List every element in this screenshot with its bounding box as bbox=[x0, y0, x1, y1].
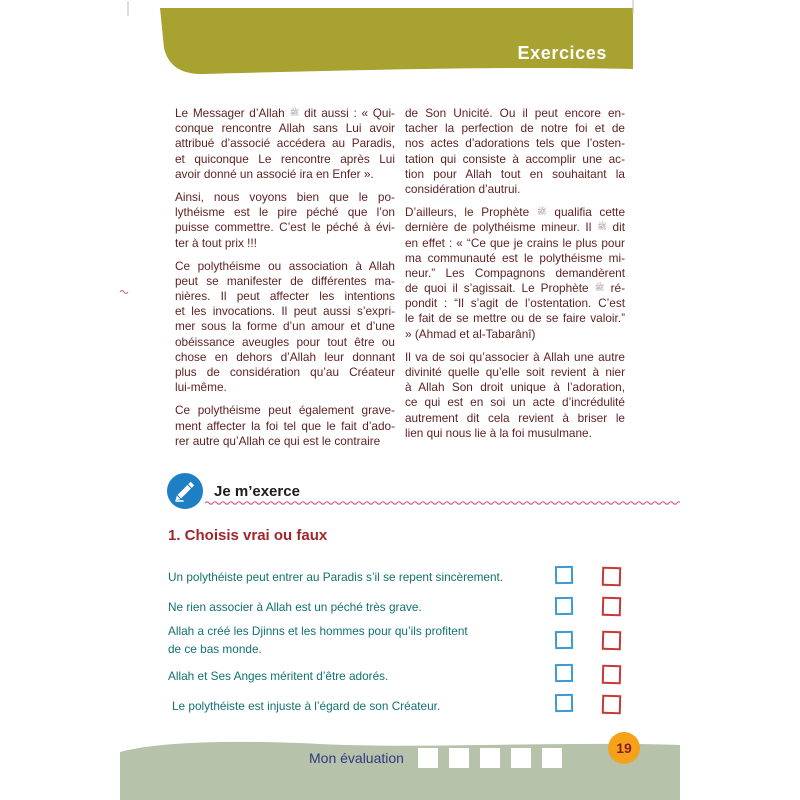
paragraph bbox=[405, 106, 625, 197]
statement-text: Ne rien associer à Allah est un péché très grave. bbox=[168, 600, 422, 614]
paragraph bbox=[405, 350, 625, 441]
text-line: plus de considération qu’au Créateur bbox=[175, 365, 395, 379]
text-line: chose en dehors d’Allah leur donnant bbox=[175, 349, 395, 364]
statement-text: Le polythéiste est injuste à l’égard de son Créateur. bbox=[172, 699, 441, 713]
text-line: pondit : “Il s’agit de l’ostentation. C’est bbox=[405, 296, 625, 311]
text-line: peut se manifester de différentes ma- bbox=[175, 273, 395, 288]
text-line: tacher la perfection de notre foi et de bbox=[405, 121, 625, 136]
text-line: et les invocations. Il peut aussi s’expri- bbox=[175, 304, 395, 319]
text-column-left bbox=[175, 106, 395, 457]
text-line: considération d’autrui. bbox=[405, 181, 521, 196]
text-line: Le Messager d’Allah ﷺ dit aussi : « Qui- bbox=[175, 106, 395, 120]
text-line: nos actes d’adorations tels que l’osten- bbox=[405, 136, 625, 151]
true-checkbox[interactable] bbox=[555, 566, 573, 584]
text-line: puisse commettre. C’est le péché à évi- bbox=[175, 220, 395, 235]
text-line: attribué d’associé accédera au Paradis, bbox=[175, 136, 395, 151]
salutation-glyph: ﷺ bbox=[536, 207, 547, 217]
text-line: ment affecter la foi tel que le fait d’ado- bbox=[175, 418, 395, 433]
evaluation-box bbox=[542, 748, 562, 768]
text-line: neur.” Les Compagnons demandèrent bbox=[405, 265, 625, 280]
text-column-right bbox=[405, 106, 625, 449]
statement-text: Allah et Ses Anges méritent d’être adorés. bbox=[168, 669, 389, 683]
statement-text: Un polythéiste peut entrer au Paradis s’il se repent sincèrement. bbox=[168, 570, 504, 584]
text-line: lien qui nous lie à la foi musulmane. bbox=[405, 425, 592, 440]
text-line: D’ailleurs, le Prophète ﷺ qualifia cette bbox=[405, 205, 625, 220]
true-checkbox[interactable] bbox=[555, 597, 573, 615]
paragraph bbox=[175, 106, 395, 182]
text-line: de Son Unicité. Ou il peut encore en- bbox=[405, 106, 625, 120]
text-line: Ce polythéisme peut également grave- bbox=[175, 403, 395, 418]
true-checkbox[interactable] bbox=[555, 664, 573, 682]
page-number: 19 bbox=[608, 732, 640, 764]
statement bbox=[168, 622, 468, 658]
paragraph bbox=[175, 259, 395, 396]
text-line: lythéisme est le pire péché que l’on bbox=[175, 205, 395, 220]
text-line: Ce polythéisme ou association à Allah bbox=[175, 258, 395, 273]
statement-text: de ce bas monde. bbox=[168, 642, 262, 656]
false-checkbox[interactable] bbox=[602, 695, 621, 714]
evaluation-box bbox=[511, 748, 531, 768]
text-line: conque rencontre Allah sans Lui avoir bbox=[175, 121, 395, 136]
text-line: autrement dit cela revient à briser le bbox=[405, 410, 625, 425]
paragraph bbox=[175, 403, 395, 449]
text-line: dernière de polythéisme mineur. Il ﷺ dit bbox=[405, 220, 625, 235]
statement bbox=[168, 667, 388, 685]
page-title: Exercices bbox=[517, 43, 607, 63]
text-line: le fait de se mettre ou de se faire valoir.” bbox=[405, 311, 625, 326]
text-line: tion pour Allah tout en souhaitant la bbox=[405, 166, 625, 181]
salutation-glyph: ﷺ bbox=[594, 283, 605, 293]
false-checkbox[interactable] bbox=[602, 567, 621, 586]
section-title: Je m’exerce bbox=[214, 483, 300, 500]
text-line: et quiconque Le rencontre après Lui bbox=[175, 151, 395, 166]
statement-text: Allah a créé les Djinns et les hommes pour qu’ils profitent bbox=[168, 624, 468, 638]
false-checkbox[interactable] bbox=[602, 597, 621, 616]
paragraph bbox=[405, 205, 625, 342]
text-line: ma communauté est le polythéisme mi- bbox=[405, 250, 625, 265]
text-line: divinité quelle qu’elle soit revient à nier bbox=[405, 365, 625, 379]
text-line: nières. Il peut affecter les intentions bbox=[175, 289, 395, 304]
text-line: de quoi il s’agissait. Le Prophète ﷺ ré- bbox=[405, 281, 625, 296]
text-line: Ainsi, nous voyons bien que le po- bbox=[175, 189, 395, 204]
text-line: » (Ahmad et al-Tabarânî) bbox=[405, 326, 536, 341]
true-checkbox[interactable] bbox=[555, 631, 573, 649]
statement bbox=[168, 568, 503, 586]
text-line: tation qui consiste à accomplir une ac- bbox=[405, 151, 625, 166]
question-title: 1. Choisis vrai ou faux bbox=[168, 527, 328, 544]
text-line: à Allah Son droit unique à l’adoration, bbox=[405, 380, 625, 395]
salutation-glyph: ﷺ bbox=[597, 222, 607, 232]
evaluation-box bbox=[480, 748, 500, 768]
false-checkbox[interactable] bbox=[602, 631, 621, 650]
evaluation-box bbox=[418, 748, 438, 768]
text-line: lui-même. bbox=[175, 380, 227, 395]
paragraph bbox=[175, 190, 395, 251]
text-line: Il va de soi qu’associer à Allah une autre bbox=[405, 349, 625, 364]
evaluation-box bbox=[449, 748, 469, 768]
text-line: obéissance aveugles pour tout être ou bbox=[175, 334, 395, 349]
false-checkbox[interactable] bbox=[602, 665, 621, 684]
statement bbox=[168, 598, 422, 616]
text-line: ce qui est en soi un acte d’incrédulité bbox=[405, 395, 625, 410]
true-checkbox[interactable] bbox=[555, 694, 573, 712]
margin-mark bbox=[120, 291, 128, 294]
text-line: en effet : « “Ce que je crains le plus pour bbox=[405, 235, 625, 250]
text-line: mer sous la forme d’un amour et d’une bbox=[175, 319, 395, 334]
salutation-glyph: ﷺ bbox=[289, 108, 300, 117]
text-line: rer autre qu’Allah ce qui est le contraire bbox=[175, 433, 381, 448]
text-line: ter à tout prix !!! bbox=[175, 235, 257, 250]
pencil-icon bbox=[167, 473, 203, 509]
text-line: avoir donné un associé ira en Enfer ». bbox=[175, 166, 374, 181]
evaluation-label: Mon évaluation bbox=[309, 750, 404, 766]
statement bbox=[172, 697, 440, 715]
